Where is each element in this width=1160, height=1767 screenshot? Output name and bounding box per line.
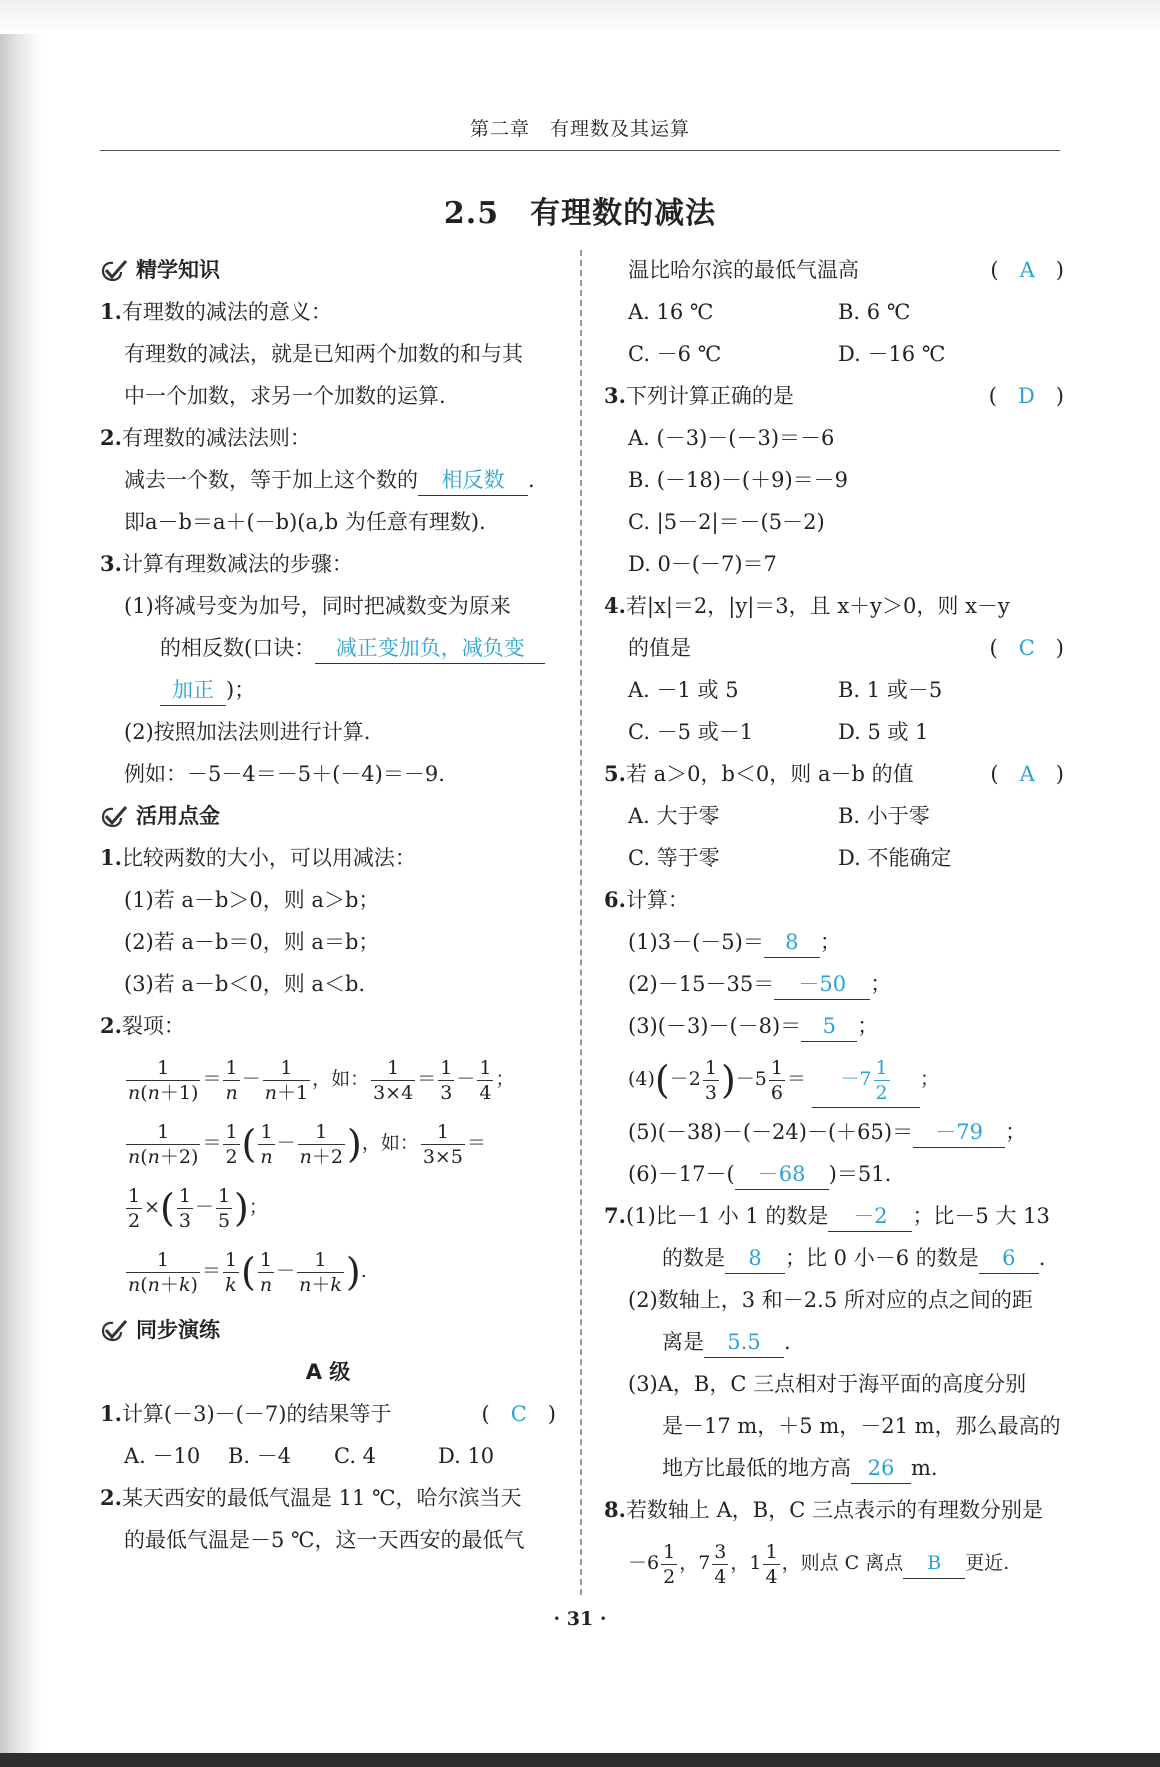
answer-blank: 8: [725, 1243, 785, 1274]
bottom-bar: [0, 1753, 1160, 1767]
text-line: 中一个加数，求另一个加数的运算.: [124, 384, 446, 408]
answer-blank: －50: [774, 969, 870, 1000]
check-icon: [100, 805, 128, 829]
answer-blank: 5.5: [704, 1327, 784, 1358]
options-row: [604, 291, 1064, 333]
item-title: 比较两数的大小，可以用减法：: [121, 846, 416, 870]
fraction: $\frac{1}{k}$: [224, 1248, 237, 1296]
formula-line-4: $\frac{1}{n(n+k)}$ ＝ $\frac{1}{k}$ ( $\frac{1}{n}$ － $\frac{1}{n+k}$ ).: [128, 1248, 367, 1296]
section-heading-label: 精学知识: [136, 258, 220, 282]
answer-blank: －2: [828, 1201, 912, 1232]
practice-question-6: [604, 879, 1064, 921]
text-segment: (5)(－38)－(－24)－(＋65)＝: [628, 1120, 914, 1144]
fraction: $\frac{1}{n+k}$: [299, 1248, 342, 1296]
text-segment: ，则点 C 离点: [781, 1552, 904, 1574]
question-text: 若|x|＝2，|y|＝3，且 x＋y＞0，则 x－y: [625, 594, 1010, 618]
text-line: 例如：－5－4＝－5＋(－4)＝－9.: [124, 762, 445, 786]
text-line: 的数是 8 ；比 0 小－6 的数是 6 .: [604, 1237, 1064, 1279]
question-text: 某天西安的最低气温是 11 ℃，哈尔滨当天: [121, 1486, 522, 1510]
page-number: · 31 ·: [553, 1608, 607, 1630]
answer-blank: 加正: [160, 675, 226, 706]
text-segment: 减去一个数，等于加上这个数的: [124, 468, 418, 492]
option: B. 小于零: [838, 804, 930, 828]
calc-line: (3)(－3)－(－8)＝ 5 ；: [604, 1005, 1064, 1047]
calc-line: [604, 1153, 1064, 1195]
answer-blank: 8: [764, 927, 820, 958]
section-heading-practice: [100, 1309, 556, 1351]
answer-choice: A: [1019, 258, 1035, 282]
fraction: $\frac{1}{2}$: [663, 1540, 676, 1588]
calc-line: (2)－15－35＝ －50 ；: [604, 963, 1064, 1005]
knowledge-item-3: [100, 543, 556, 585]
knowledge-item-1: [100, 291, 556, 333]
text-segment: )；: [226, 678, 256, 702]
answer-choice: C: [1018, 636, 1035, 660]
calc-line: (4)(－2 $\frac{1}{3}$ )－5 $\frac{1}{6}$ ＝ －7 $\frac{1}{2}$ ；: [604, 1047, 1064, 1111]
formula-line-2: $\frac{1}{n(n+2)}$ ＝ $\frac{1}{2}$ ( $\frac{1}{n}$ － $\frac{1}{n+2}$ )，如： $\frac{1}{3\times 5}$ ＝: [128, 1120, 486, 1168]
text-line: (2)数轴上，3 和－2.5 所对应的点之间的距: [628, 1288, 1033, 1312]
text-segment: (2)－15－35＝: [628, 972, 775, 996]
item-title: 有理数的减法的意义：: [121, 300, 332, 324]
option: A. －1 或 5: [628, 678, 739, 702]
text-segment: m.: [911, 1456, 938, 1480]
option: D. 0－(－7)＝7: [628, 552, 777, 576]
text-line: (1)若 a－b＞0，则 a＞b；: [124, 888, 380, 912]
text-line: [100, 459, 556, 501]
fraction: $\frac{1}{4}$: [765, 1540, 778, 1588]
right-column: [604, 249, 1064, 1595]
fraction: $\frac{1}{3}$: [440, 1056, 453, 1104]
formula-line-3: $\frac{1}{2}$ ×( $\frac{1}{3}$ － $\frac{1}{5}$ )；: [128, 1184, 268, 1232]
option: B. (－18)－(＋9)＝－9: [628, 468, 848, 492]
fraction: $\frac{1}{3}$: [704, 1056, 717, 1104]
fraction: $\frac{1}{n+2}$: [299, 1120, 343, 1168]
fraction: $\frac{1}{4}$: [479, 1056, 492, 1104]
fraction: $\frac{1}{6}$: [770, 1056, 783, 1104]
text-segment: 的相反数(口诀：: [160, 636, 316, 660]
option: B. 1 或－5: [838, 678, 943, 702]
item-number: 8.: [604, 1497, 626, 1522]
text-line: (3)A，B，C 三点相对于海平面的高度分别: [628, 1372, 1027, 1396]
item-number: 1.: [100, 1401, 122, 1426]
text-line: 有理数的减法，就是已知两个加数的和与其: [124, 342, 523, 366]
fraction: $\frac{1}{5}$: [217, 1184, 231, 1232]
answer-parentheses: ( A ): [990, 258, 1064, 282]
text-segment: (1)比－1 小 1 的数是: [625, 1204, 829, 1228]
fraction: $\frac{3}{4}$: [714, 1540, 727, 1588]
answer-blank: －68: [735, 1159, 829, 1190]
option: A. 16 ℃: [628, 300, 714, 324]
text-segment: 离是: [662, 1330, 704, 1354]
item-title: 裂项：: [121, 1014, 185, 1038]
answer-blank: 6: [979, 1243, 1039, 1274]
practice-question-5: [604, 753, 1064, 795]
option: B. －4: [228, 1444, 292, 1468]
text-line: 即a－b＝a＋(－b)(a,b 为任意有理数).: [124, 510, 486, 534]
answer-blank: 减正变加负，减负变: [315, 633, 545, 664]
option: D. 5 或 1: [838, 720, 929, 744]
option: D. 不能确定: [838, 846, 952, 870]
text-line: [604, 249, 1064, 291]
option: D. －16 ℃: [838, 342, 946, 366]
check-icon: [100, 259, 128, 283]
answer-blank: 相反数: [418, 465, 528, 496]
answer-choice: D: [1017, 384, 1035, 408]
question-text: 计算(－3)－(－7)的结果等于: [121, 1402, 392, 1426]
item-title: 有理数的减法法则：: [121, 426, 311, 450]
application-item-1: [100, 837, 556, 879]
option: A. －10: [124, 1444, 201, 1468]
item-number: 1.: [100, 845, 122, 870]
text-line: (3)若 a－b＜0，则 a＜b.: [124, 972, 366, 996]
options-row: [100, 1435, 556, 1477]
fraction: $\frac{1}{2}$: [128, 1184, 141, 1232]
options-row: [604, 711, 1064, 753]
question-text: 若数轴上 A，B，C 三点表示的有理数分别是: [625, 1498, 1043, 1522]
item-number: 1.: [100, 299, 122, 324]
text-line: [604, 1447, 1064, 1489]
fraction: $\frac{1}{n}$: [225, 1056, 238, 1104]
options-row: [604, 837, 1064, 879]
section-heading-label: 活用点金: [136, 804, 220, 828]
item-number: 2.: [100, 1485, 122, 1510]
option: C. 等于零: [628, 846, 720, 870]
text-segment: (6)－17－(: [628, 1162, 735, 1186]
question-text: 的值是: [628, 636, 691, 660]
text-line: 离是 5.5 .: [604, 1321, 1064, 1363]
answer-choice: A: [1019, 762, 1035, 786]
text-line: [100, 627, 556, 669]
text-line: －6 $\frac{1}{2}$ ，7 $\frac{3}{4}$ ，1 $\frac{1}{4}$ ，则点 C 离点 B 更近.: [628, 1540, 1010, 1588]
page-edge-shadow: [0, 0, 42, 1767]
item-number: 3.: [100, 551, 122, 576]
text-segment: )＝51.: [828, 1162, 892, 1186]
knowledge-item-2: [100, 417, 556, 459]
text-line: 的最低气温是－5 ℃，这一天西安的最低气: [124, 1528, 525, 1552]
fraction: $\frac{1}{3\times 4}$: [373, 1056, 414, 1104]
options-row: [604, 795, 1064, 837]
fraction: $\frac{1}{n+1}$: [264, 1056, 309, 1104]
item-number: 2.: [100, 425, 122, 450]
option: C. |5－2|＝－(5－2): [628, 510, 825, 534]
options-row: [604, 669, 1064, 711]
fraction: $\frac{1}{3}$: [178, 1184, 191, 1232]
question-text: 下列计算正确的是: [625, 384, 794, 408]
left-column: [100, 249, 556, 1561]
text-segment: 的数是: [662, 1246, 725, 1270]
text-segment: (1)3－(－5)＝: [628, 930, 764, 954]
text-segment: (4): [628, 1068, 655, 1090]
option: C. 4: [334, 1444, 377, 1468]
answer-blank: 5: [801, 1011, 857, 1042]
answer-value: －7: [840, 1068, 872, 1090]
text-segment: ；比－5 大 13: [912, 1204, 1050, 1228]
item-number: 4.: [604, 593, 626, 618]
practice-question-1: [100, 1393, 556, 1435]
answer-blank: －79: [913, 1117, 1005, 1148]
section-title: 2.5 有理数的减法: [443, 196, 717, 231]
question-text: 若 a＞0，b＜0，则 a－b 的值: [625, 762, 914, 786]
answer-parentheses: ( C ): [481, 1402, 556, 1426]
answer-parentheses: ( A ): [990, 762, 1064, 786]
option: C. －6 ℃: [628, 342, 722, 366]
fraction: $\frac{1}{3\times 5}$: [422, 1120, 463, 1168]
fraction: $\frac{1}{n}$: [260, 1120, 273, 1168]
fraction: $\frac{1}{2}$: [875, 1056, 888, 1104]
item-title: 计算有理数减法的步骤：: [121, 552, 353, 576]
page-top-shadow: [0, 0, 1160, 34]
item-number: 7.: [604, 1203, 626, 1228]
section-heading-application: [100, 795, 556, 837]
answer-blank: B: [903, 1548, 965, 1579]
calc-line: (1)3－(－5)＝ 8 ；: [604, 921, 1064, 963]
practice-question-8: [604, 1489, 1064, 1531]
item-number: 5.: [604, 761, 626, 786]
column-divider: [580, 250, 582, 1595]
chapter-header: 第二章 有理数及其运算: [100, 114, 1060, 151]
section-heading-knowledge: [100, 249, 556, 291]
level-a-heading: A 级: [305, 1360, 351, 1384]
practice-question-2: [100, 1477, 556, 1519]
option: C. －5 或－1: [628, 720, 754, 744]
text-segment: 更近.: [965, 1552, 1010, 1574]
answer-parentheses: ( C ): [989, 636, 1064, 660]
fraction: $\frac{1}{n(n+1)}$: [128, 1056, 199, 1104]
answer-parentheses: ( D ): [988, 384, 1064, 408]
fraction: $\frac{1}{n}$: [259, 1248, 273, 1296]
application-item-2: [100, 1005, 556, 1047]
answer-blank: 26: [851, 1453, 911, 1484]
section-heading-label: 同步演练: [136, 1318, 220, 1342]
check-icon: [100, 1319, 128, 1343]
option: D. 10: [438, 1444, 495, 1468]
item-number: 3.: [604, 383, 626, 408]
fraction: $\frac{1}{2}$: [225, 1120, 238, 1168]
practice-question-4: [604, 585, 1064, 627]
option: A. 大于零: [628, 804, 720, 828]
text-segment: .: [528, 468, 535, 492]
text-line: (1)将减号变为加号，同时把减数变为原来: [124, 594, 511, 618]
text-segment: ；比 0 小－6 的数是: [785, 1246, 979, 1270]
text-segment: (3)(－3)－(－8)＝: [628, 1014, 802, 1038]
practice-question-7: [604, 1195, 1064, 1237]
option: B. 6 ℃: [838, 300, 911, 324]
formula-line-1: $\frac{1}{n(n+1)}$ ＝ $\frac{1}{n}$ － $\frac{1}{n+1}$ ，如： $\frac{1}{3\times 4}$ ＝ $\frac{1}{3}$ － $\frac{1}{4}$ ；: [128, 1056, 515, 1104]
option: A. (－3)－(－3)＝－6: [628, 426, 835, 450]
text-line: 是－17 m，＋5 m，－21 m，那么最高的: [662, 1414, 1061, 1438]
text-segment: 地方比最低的地方高: [662, 1456, 851, 1480]
question-text: 计算：: [625, 888, 689, 912]
answer-choice: C: [510, 1402, 527, 1426]
text-line: [100, 669, 556, 711]
text-line: [604, 627, 1064, 669]
answer-blank: [812, 1051, 920, 1108]
item-number: 6.: [604, 887, 626, 912]
fraction: $\frac{1}{n(n+2)}$: [128, 1120, 199, 1168]
options-row: [604, 333, 1064, 375]
fraction: $\frac{1}{n(n+k)}$: [128, 1248, 198, 1296]
practice-question-3: [604, 375, 1064, 417]
calc-line: (5)(－38)－(－24)－(＋65)＝ －79 ；: [604, 1111, 1064, 1153]
item-number: 2.: [100, 1013, 122, 1038]
text-line: (2)若 a－b＝0，则 a＝b；: [124, 930, 380, 954]
text-line: (2)按照加法法则进行计算.: [124, 720, 371, 744]
question-text: 温比哈尔滨的最低气温高: [628, 258, 859, 282]
